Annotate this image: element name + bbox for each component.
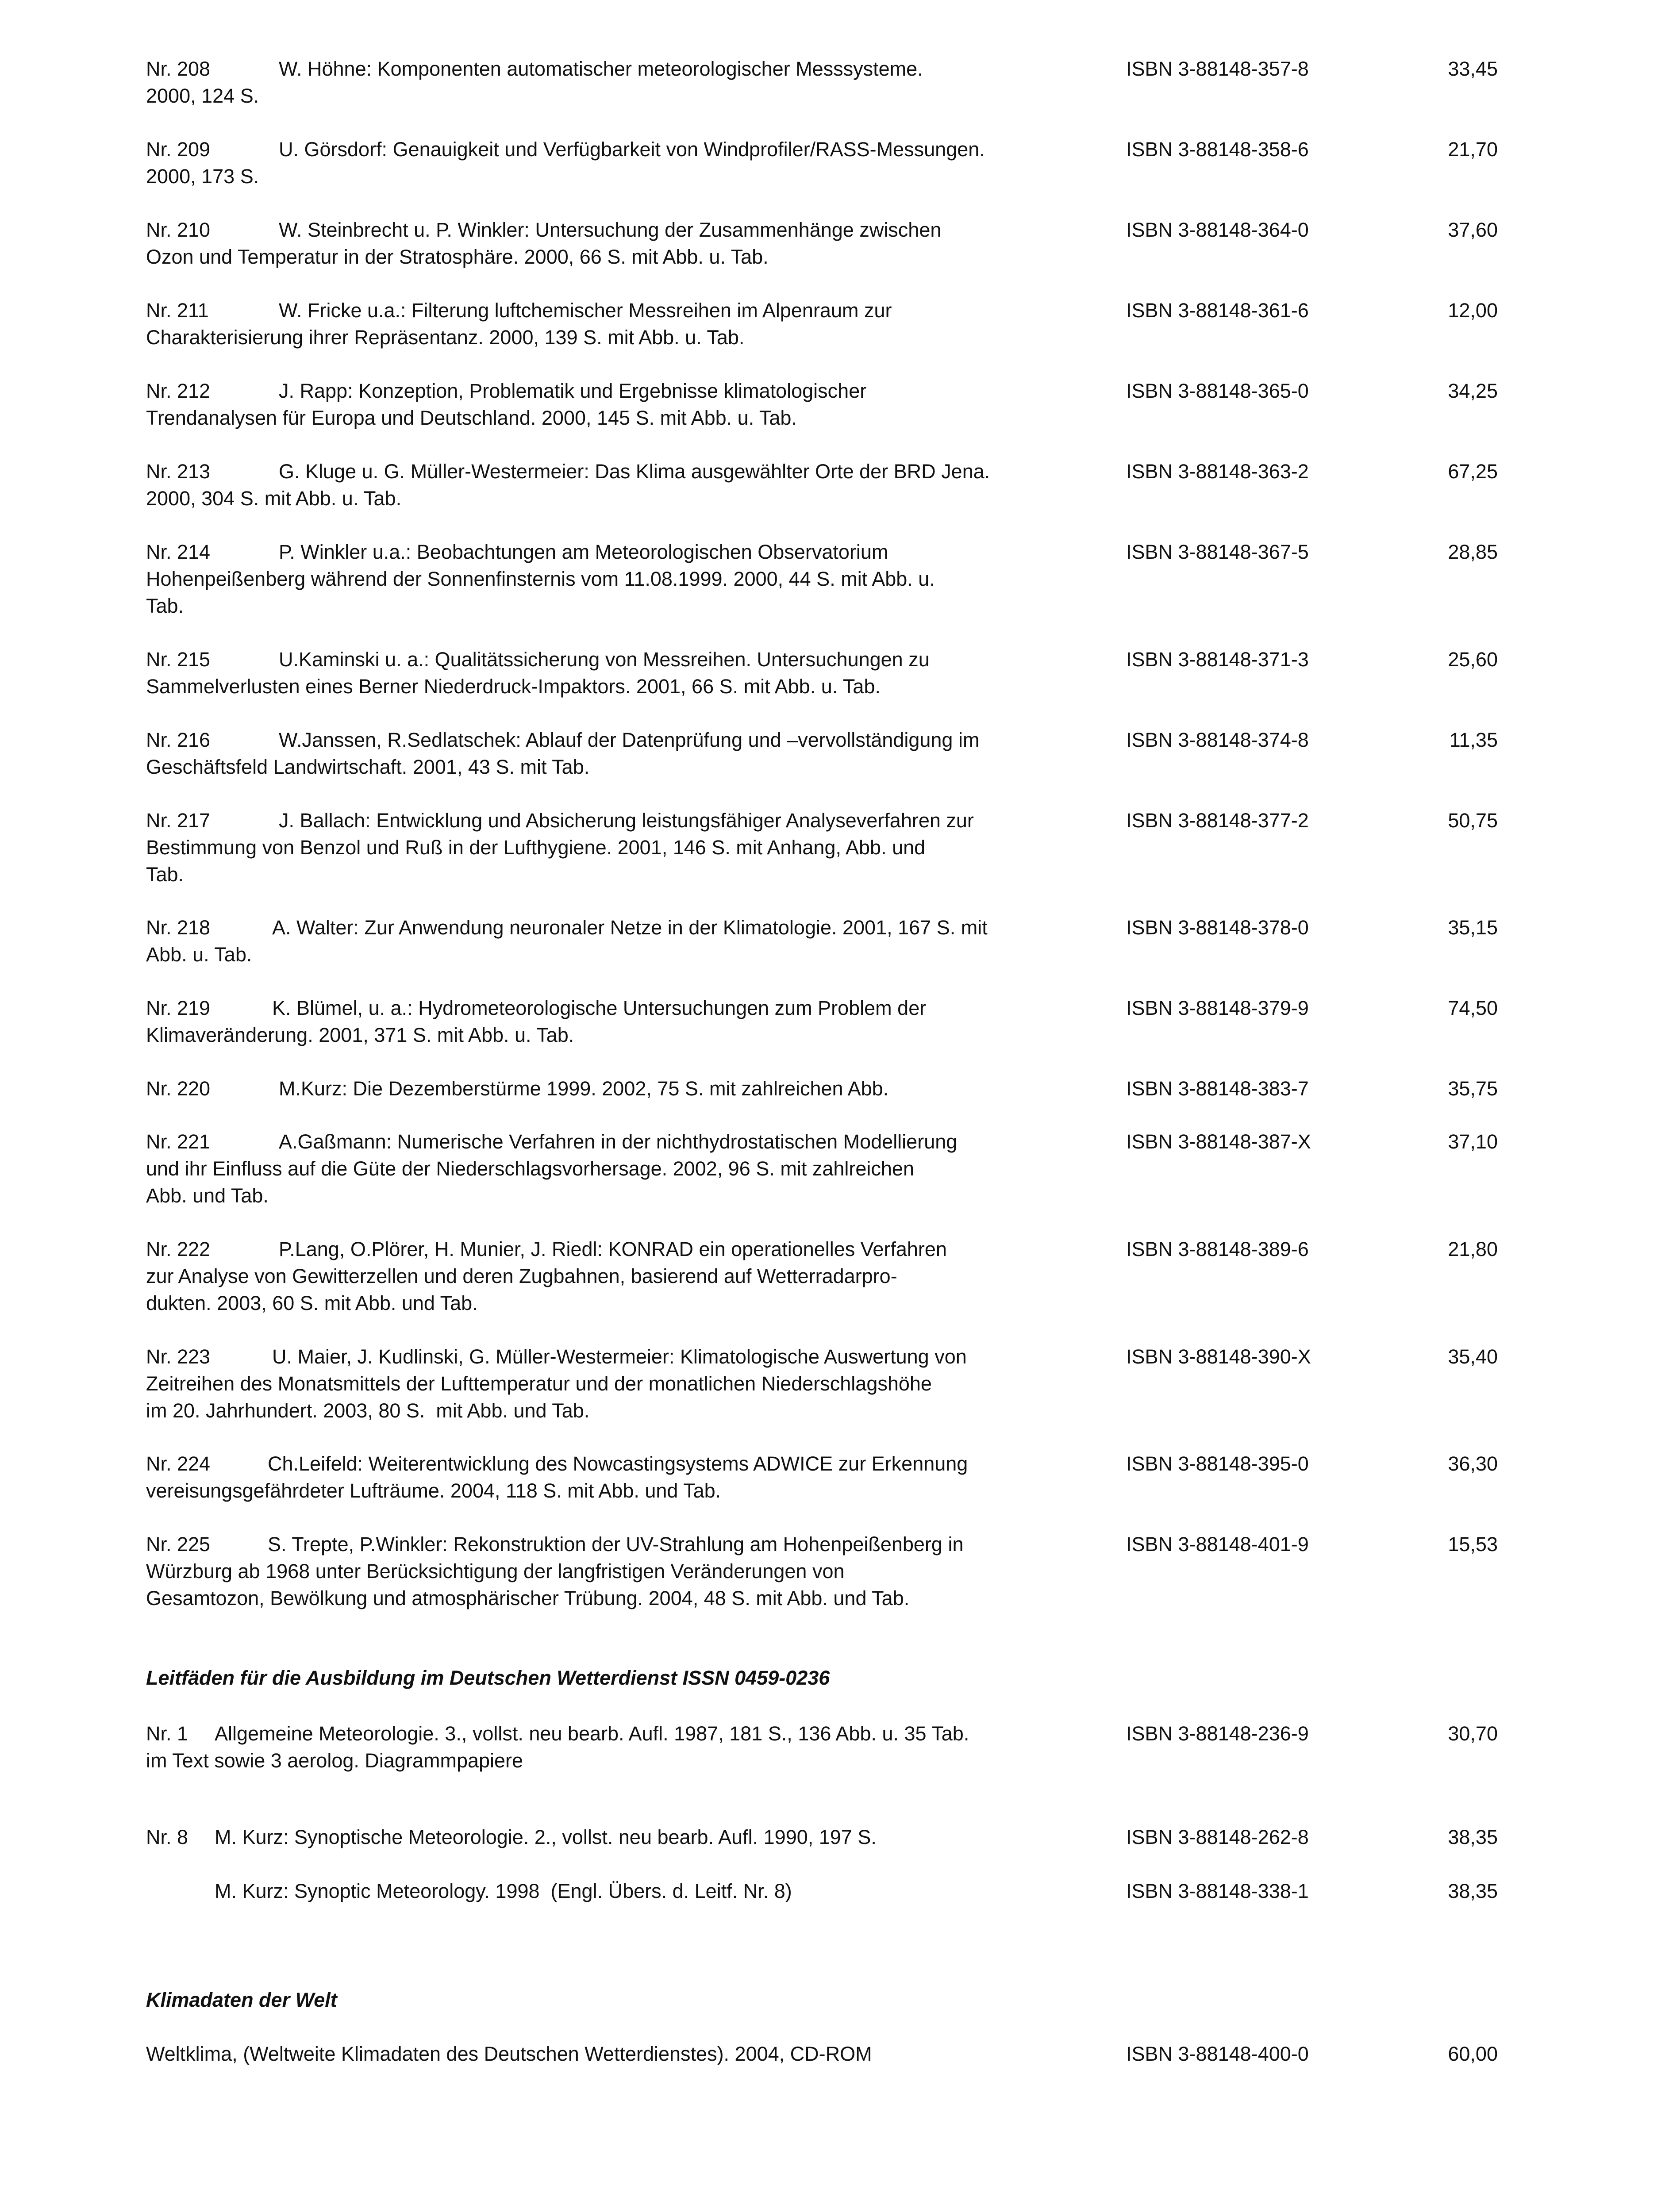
entry-price: 36,30 (1448, 1452, 1498, 1475)
entry-description: M. Kurz: Synoptic Meteorology. 1998 (Engl. Übers. d. Leitf. Nr. 8) (215, 1880, 792, 1902)
entry-price: 38,35 (1448, 1880, 1498, 1902)
entry-isbn: ISBN 3-88148-379-9 (1126, 997, 1309, 1019)
entry-description: A. Walter: Zur Anwendung neuronaler Netze in der Klimatologie. 2001, 167 S. mit Abb. u. Tab. (146, 916, 988, 966)
entry-price: 15,53 (1448, 1533, 1498, 1555)
entry-price: 67,25 (1448, 460, 1498, 483)
entry-description: Allgemeine Meteorologie. 3., vollst. neu bearb. Aufl. 1987, 181 S., 136 Abb. u. 35 Tab. im Text sowie 3 aerolog. Diagrammpapiere (146, 1722, 969, 1772)
entry-price: 74,50 (1448, 997, 1498, 1019)
section-heading-leitfaeden: Leitfäden für die Ausbildung im Deutschen Wetterdienst ISSN 0459-0236 (146, 1667, 830, 1689)
entry-price: 38,35 (1448, 1826, 1498, 1848)
entry-description: W. Steinbrecht u. P. Winkler: Untersuchung der Zusammenhänge zwischen Ozon und Temperatur in der Stratosphäre. 2000, 66 S. mit Abb. u. Tab. (146, 219, 942, 268)
entry-number: Nr. 223 (146, 1345, 211, 1368)
entry-number: Nr. 221 (146, 1130, 211, 1153)
entry-price: 37,10 (1448, 1130, 1498, 1153)
entry-price: 12,00 (1448, 299, 1498, 322)
entry-price: 25,60 (1448, 648, 1498, 671)
entry-isbn: ISBN 3-88148-389-6 (1126, 1238, 1309, 1260)
entry-description: W.Janssen, R.Sedlatschek: Ablauf der Datenprüfung und –vervollständigung im Geschäftsfeld Landwirtschaft. 2001, 43 S. mit Tab. (146, 729, 980, 778)
entry-isbn: ISBN 3-88148-390-X (1126, 1345, 1311, 1368)
entry-number: Nr. 1 (146, 1722, 188, 1745)
entry-price: 60,00 (1448, 2043, 1498, 2065)
entry-description: S. Trepte, P.Winkler: Rekonstruktion der UV-Strahlung am Hohenpeißenberg in Würzburg ab 1968 unter Berücksichtigung der langfristigen Veränderungen von Gesamtozon, Bewölkung und atmosphärischer Trübung. 2004, 48 S. mit Abb. und Tab. (146, 1533, 964, 1609)
entry-description: G. Kluge u. G. Müller-Westermeier: Das Klima ausgewählter Orte der BRD Jena. 2000, 304 S. mit Abb. u. Tab. (146, 460, 990, 510)
entry-isbn: ISBN 3-88148-262-8 (1126, 1826, 1309, 1848)
entry-description: J. Ballach: Entwicklung und Absicherung leistungsfähiger Analyseverfahren zur Bestimmung von Benzol und Ruß in der Lufthygiene. 2001, 146 S. mit Anhang, Abb. und Tab. (146, 809, 974, 886)
entry-price: 35,40 (1448, 1345, 1498, 1368)
entry-price: 34,25 (1448, 380, 1498, 402)
entry-isbn: ISBN 3-88148-364-0 (1126, 219, 1309, 241)
entry-description: M. Kurz: Synoptische Meteorologie. 2., vollst. neu bearb. Aufl. 1990, 197 S. (215, 1826, 877, 1848)
entry-number: Nr. 214 (146, 541, 211, 563)
entry-price: 21,70 (1448, 138, 1498, 161)
entry-isbn: ISBN 3-88148-378-0 (1126, 916, 1309, 939)
entry-isbn: ISBN 3-88148-371-3 (1126, 648, 1309, 671)
section-heading-klimadaten: Klimadaten der Welt (146, 1989, 337, 2011)
entry-price: 37,60 (1448, 219, 1498, 241)
entry-description: J. Rapp: Konzeption, Problematik und Ergebnisse klimatologischer Trendanalysen für Europa und Deutschland. 2000, 145 S. mit Abb. u. Tab. (146, 380, 867, 429)
entry-description: M.Kurz: Die Dezemberstürme 1999. 2002, 75 S. mit zahlreichen Abb. (279, 1077, 889, 1100)
entry-description: U. Maier, J. Kudlinski, G. Müller-Westermeier: Klimatologische Auswertung von Zeitreihen des Monatsmittels der Lufttemperatur und der monatlichen Niederschlagshöhe im 20. Jahrhundert. 2003, 80 S. mit Abb. und Tab. (146, 1345, 967, 1422)
entry-price: 11,35 (1449, 729, 1498, 751)
entry-description: Ch.Leifeld: Weiterentwicklung des Nowcastingsystems ADWICE zur Erkennung vereisungsgefährdeter Lufträume. 2004, 118 S. mit Abb. und Tab. (146, 1452, 968, 1502)
entry-price: 21,80 (1448, 1238, 1498, 1260)
entry-description: W. Fricke u.a.: Filterung luftchemischer Messreihen im Alpenraum zur Charakterisierung ihrer Repräsentanz. 2000, 139 S. mit Abb. u. Tab. (146, 299, 892, 349)
entry-number: Nr. 209 (146, 138, 211, 161)
entry-number: Nr. 8 (146, 1826, 188, 1848)
entry-number: Nr. 218 (146, 916, 211, 939)
entry-isbn: ISBN 3-88148-367-5 (1126, 541, 1309, 563)
entry-price: 50,75 (1448, 809, 1498, 832)
entry-isbn: ISBN 3-88148-383-7 (1126, 1077, 1309, 1100)
entry-number: Nr. 211 (146, 299, 209, 322)
entry-price: 35,75 (1448, 1077, 1498, 1100)
entry-isbn: ISBN 3-88148-387-X (1126, 1130, 1311, 1153)
entry-description: W. Höhne: Komponenten automatischer meteorologischer Messsysteme. 2000, 124 S. (146, 58, 923, 107)
entry-isbn: ISBN 3-88148-236-9 (1126, 1722, 1309, 1745)
entry-isbn: ISBN 3-88148-365-0 (1126, 380, 1309, 402)
entry-isbn: ISBN 3-88148-395-0 (1126, 1452, 1309, 1475)
entry-number: Nr. 213 (146, 460, 211, 483)
entry-isbn: ISBN 3-88148-363-2 (1126, 460, 1309, 483)
entry-isbn: ISBN 3-88148-400-0 (1126, 2043, 1309, 2065)
entry-isbn: ISBN 3-88148-361-6 (1126, 299, 1309, 322)
entry-price: 33,45 (1448, 58, 1498, 80)
entry-number: Nr. 208 (146, 58, 211, 80)
entry-number: Nr. 210 (146, 219, 211, 241)
entry-isbn: ISBN 3-88148-377-2 (1126, 809, 1309, 832)
entry-isbn: ISBN 3-88148-338-1 (1126, 1880, 1309, 1902)
entry-isbn: ISBN 3-88148-358-6 (1126, 138, 1309, 161)
entry-number: Nr. 219 (146, 997, 211, 1019)
entry-number: Nr. 222 (146, 1238, 211, 1260)
entry-description: U.Kaminski u. a.: Qualitätssicherung von Messreihen. Untersuchungen zu Sammelverlusten eines Berner Niederdruck-Impaktors. 2001, 66 S. mit Abb. u. Tab. (146, 648, 930, 698)
entry-number: Nr. 225 (146, 1533, 211, 1555)
entry-price: 28,85 (1448, 541, 1498, 563)
entry-isbn: ISBN 3-88148-401-9 (1126, 1533, 1309, 1555)
entry-number: Nr. 215 (146, 648, 211, 671)
entry-number: Nr. 224 (146, 1452, 211, 1475)
entry-isbn: ISBN 3-88148-374-8 (1126, 729, 1309, 751)
entry-description: P.Lang, O.Plörer, H. Munier, J. Riedl: KONRAD ein operationelles Verfahren zur Analyse von Gewitterzellen und deren Zugbahnen, basierend auf Wetterradarpro- dukten. 2003, 60 S. mit Abb. und Tab. (146, 1238, 947, 1314)
entry-isbn: ISBN 3-88148-357-8 (1126, 58, 1309, 80)
entry-number: Nr. 220 (146, 1077, 211, 1100)
entry-price: 30,70 (1448, 1722, 1498, 1745)
entry-description: U. Görsdorf: Genauigkeit und Verfügbarkeit von Windprofiler/RASS-Messungen. 2000, 173 S. (146, 138, 985, 188)
entry-number: Nr. 217 (146, 809, 211, 832)
entry-description: Weltklima, (Weltweite Klimadaten des Deutschen Wetterdienstes). 2004, CD-ROM (146, 2043, 872, 2065)
entry-description: P. Winkler u.a.: Beobachtungen am Meteorologischen Observatorium Hohenpeißenberg während der Sonnenfinsternis vom 11.08.1999. 2000, 44 S. mit Abb. u. Tab. (146, 541, 935, 617)
entry-number: Nr. 216 (146, 729, 211, 751)
entry-number: Nr. 212 (146, 380, 211, 402)
entry-description: A.Gaßmann: Numerische Verfahren in der nichthydrostatischen Modellierung und ihr Einfluss auf die Güte der Niederschlagsvorhersage. 2002, 96 S. mit zahlreichen Abb. und Tab. (146, 1130, 958, 1207)
entry-description: K. Blümel, u. a.: Hydrometeorologische Untersuchungen zum Problem der Klimaveränderung. 2001, 371 S. mit Abb. u. Tab. (146, 997, 927, 1046)
entry-price: 35,15 (1448, 916, 1498, 939)
